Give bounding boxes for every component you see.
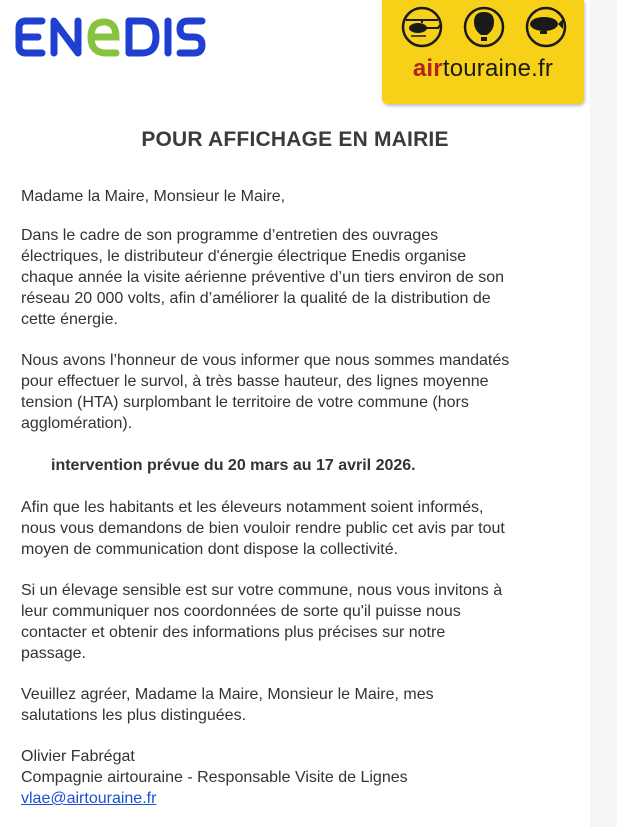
airtouraine-icons	[394, 6, 574, 48]
airtouraine-brand	[382, 55, 584, 83]
airship-icon	[527, 8, 565, 46]
intervention-dates: intervention prévue du 20 mars au 17 avril 2026.	[51, 457, 416, 474]
helicopter-icon	[403, 8, 441, 46]
page-margin-strip	[590, 0, 617, 827]
email-link[interactable]: vlae@airtouraine.fr	[21, 790, 157, 807]
paragraph-closing: Veuillez agréer, Madame la Maire, Monsieur le Maire, mes salutations les plus distinguées.	[21, 686, 434, 724]
paragraph-mandate: Nous avons l’honneur de vous informer que nous sommes mandatés pour effectuer le survol, à très basse hauteur, des lignes moyenne tension (HTA) surplombant le territoire de votre commune (hors agglomération).	[21, 352, 510, 432]
enedis-logo	[14, 14, 206, 60]
paragraph-context: Dans le cadre de son programme d’entretien des ouvrages électriques, le distributeur d'énergie électrique Enedis organise chaque année la visite aérienne préventive d’un tiers environ de son réseau 20 000 volts, afin d’améliorer la qualité de la distribution de cette énergie.	[21, 227, 504, 328]
airtouraine-logo	[382, 0, 584, 104]
signature: Olivier Fabrégat Compagnie airtouraine - Responsable Visite de Lignes	[21, 748, 408, 786]
brand-rest-text: touraine.fr	[442, 55, 554, 82]
page-title: POUR AFFICHAGE EN MAIRIE	[141, 128, 449, 151]
hot-air-balloon-icon	[465, 8, 503, 46]
brand-air-text: air	[412, 55, 443, 82]
paragraph-request: Afin que les habitants et les éleveurs notamment soient informés, nous vous demandons de bien vouloir rendre public cet avis par tout moyen de communication dont dispose la collectivité.	[21, 499, 505, 558]
paragraph-livestock: Si un élevage sensible est sur votre commune, nous vous invitons à leur communiquer nos coordonnées de sorte qu'il puisse nous contacter et obtenir des informations plus précises sur notre passage.	[21, 582, 503, 662]
greeting: Madame la Maire, Monsieur le Maire,	[21, 188, 286, 205]
